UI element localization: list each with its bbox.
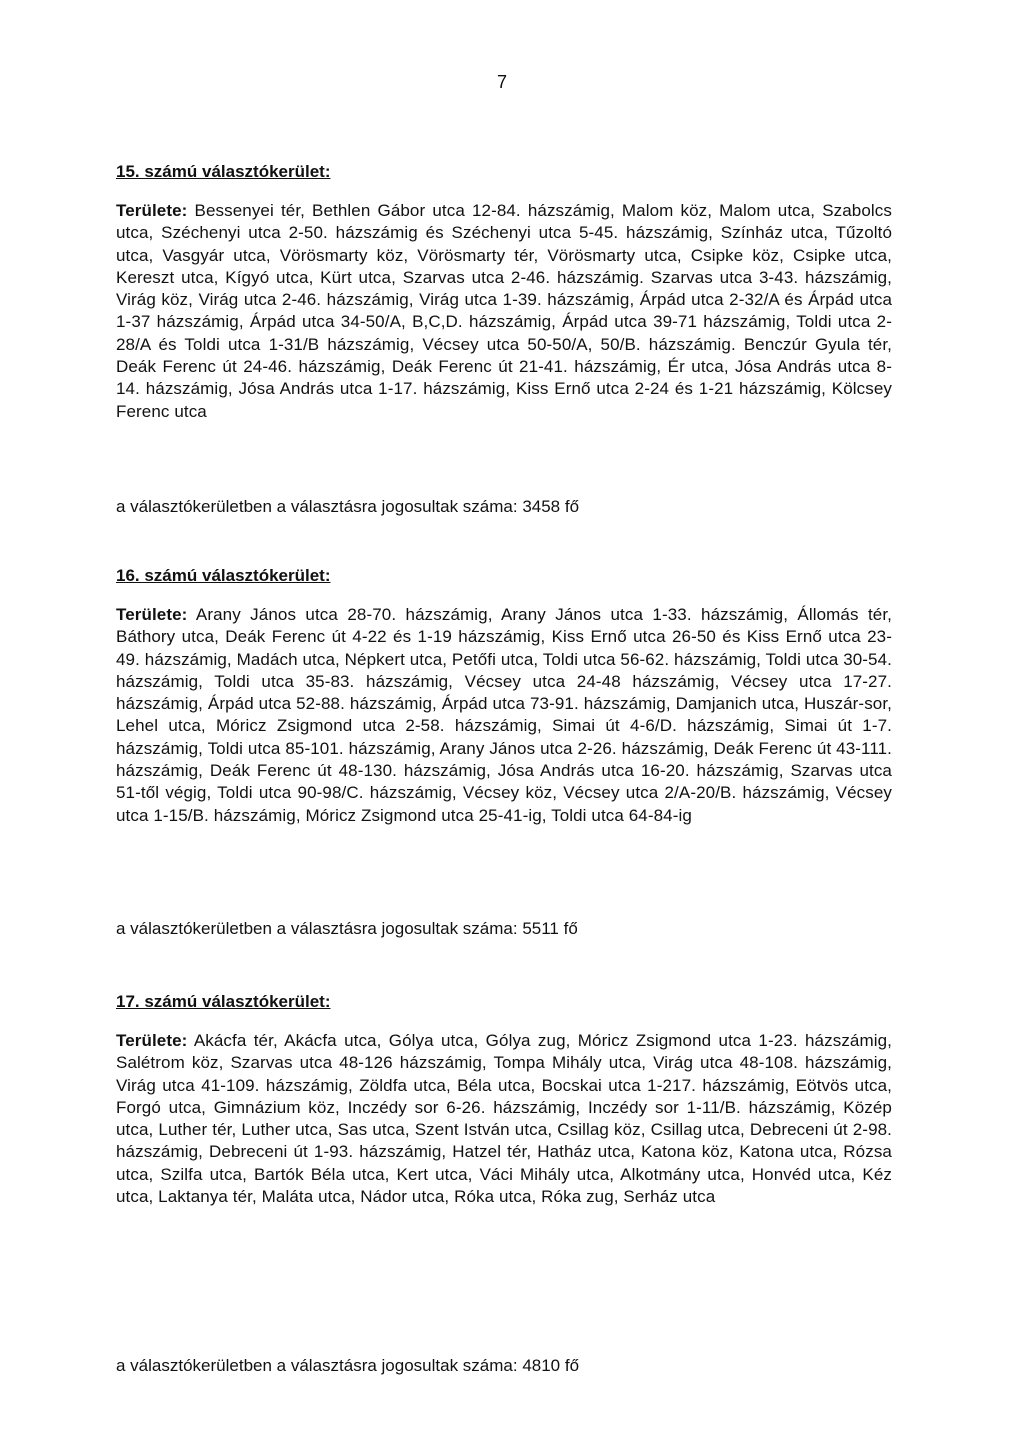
area-label: Területe: xyxy=(116,201,188,220)
district-heading: 17. számú választókerület: xyxy=(116,992,331,1011)
eligible-voters-count: a választókerületben a választásra jogosultak száma: 3458 fő xyxy=(116,497,580,516)
area-text: Arany János utca 28-70. házszámig, Arany János utca 1-33. házszámig, Állomás tér, Báthory utca, Deák Ferenc út 4-22 és 1-19 házszámig, Kiss Ernő utca 26-50 és Kiss Ernő utca 23- 49. házszámig, Madách utca, Népkert utca, Petőfi utca, Toldi utca 56-62. házszámig, Toldi utca 30-54. házszámig, Toldi utca 35-83. házszámig, Vécsey utca 24-48 házszámig, Vécsey utca 17-27. házszámig, Árpád utca 52-88. házszámig, Árpád utca 73-91. házszámig, Damjanich utca, Huszár-sor, Lehel utca, Móricz Zsigmond utca 2-58. házszámig, Simai út 4-6/D. házszámig, Simai út 1-7. házszámig, Toldi utca 85-101. házszámig, Arany János utca 2-26. házszámig, Deák Ferenc út 43-111. házszámig, Deák Ferenc út 48-130. házszámig, Jósa András utca 16-20. házszámig, Szarvas utca 51-től végig, Toldi utca 90-98/C. házszámig, Vécsey köz, Vécsey utca 2/A-20/B. házszámig, Vécsey utca 1-15/B. házszámig, Móricz Zsigmond utca 25-41-ig, Toldi utca 64-84-ig xyxy=(116,605,892,825)
area-label: Területe: xyxy=(116,605,188,624)
district-17-section xyxy=(116,992,892,1375)
eligible-voters-count: a választókerületben a választásra jogosultak száma: 5511 fő xyxy=(116,919,578,938)
area-label: Területe: xyxy=(116,1031,188,1050)
page-number: 7 xyxy=(496,72,507,92)
area-text: Bessenyei tér, Bethlen Gábor utca 12-84. házszámig, Malom köz, Malom utca, Szabolcs utca, Széchenyi utca 2-50. házszámig és Széchenyi utca 5-45. házszámig, Színház utca, Tűzoltó utca, Vasgyár utca, Vörösmarty köz, Vörösmarty tér, Vörösmarty utca, Csipke köz, Csipke utca, Kereszt utca, Kígyó utca, Kürt utca, Szarvas utca 2-46. házszámig. Szarvas utca 3-43. házszámig, Virág köz, Virág utca 2-46. házszámig, Virág utca 1-39. házszámig, Árpád utca 2-32/A és Árpád utca 1-37 házszámig, Árpád utca 34-50/A, B,C,D. házszámig, Árpád utca 39-71 házszámig, Toldi utca 2-28/A és Toldi utca 1-31/B házszámig, Vécsey utca 50-50/A, 50/B. házszámig. Benczúr Gyula tér, Deák Ferenc út 24-46. házszámig, Deák Ferenc út 21-41. házszámig, Ér utca, Jósa András utca 8-14. házszámig, Jósa András utca 1-17. házszámig, Kiss Ernő utca 2-24 és 1-21 házszámig, Kölcsey Ferenc utca xyxy=(116,201,892,421)
district-area-description xyxy=(116,200,892,423)
district-heading: 16. számú választókerület: xyxy=(116,566,331,585)
area-text: Akácfa tér, Akácfa utca, Gólya utca, Gólya zug, Móricz Zsigmond utca 1-23. házszámig, Salétrom köz, Szarvas utca 48-126 házszámig, Tompa Mihály utca, Virág utca 48-108. házszámig, Virág utca 41-109. házszámig, Zöldfa utca, Béla utca, Bocskai utca 1-217. házszámig, Eötvös utca, Forgó utca, Gimnázium köz, Inczédy sor 6-26. házszámig, Inczédy sor 1-11/B. házszámig, Közép utca, Luther tér, Luther utca, Sas utca, Szent István utca, Csillag köz, Csillag utca, Debreceni út 2-98. házszámig, Debreceni út 1-93. házszámig, Hatzel tér, Hatház utca, Katona köz, Katona utca, Rózsa utca, Szilfa utca, Bartók Béla utca, Kert utca, Váci Mihály utca, Alkotmány utca, Honvéd utca, Kéz utca, Laktanya tér, Maláta utca, Nádor utca, Róka utca, Róka zug, Serház utca xyxy=(116,1031,892,1207)
eligible-voters-count: a választókerületben a választásra jogosultak száma: 4810 fő xyxy=(116,1356,580,1375)
district-15-section xyxy=(116,162,892,516)
district-area-description xyxy=(116,604,892,827)
district-heading: 15. számú választókerület: xyxy=(116,162,331,181)
district-area-description xyxy=(116,1030,892,1208)
district-16-section xyxy=(116,566,892,938)
